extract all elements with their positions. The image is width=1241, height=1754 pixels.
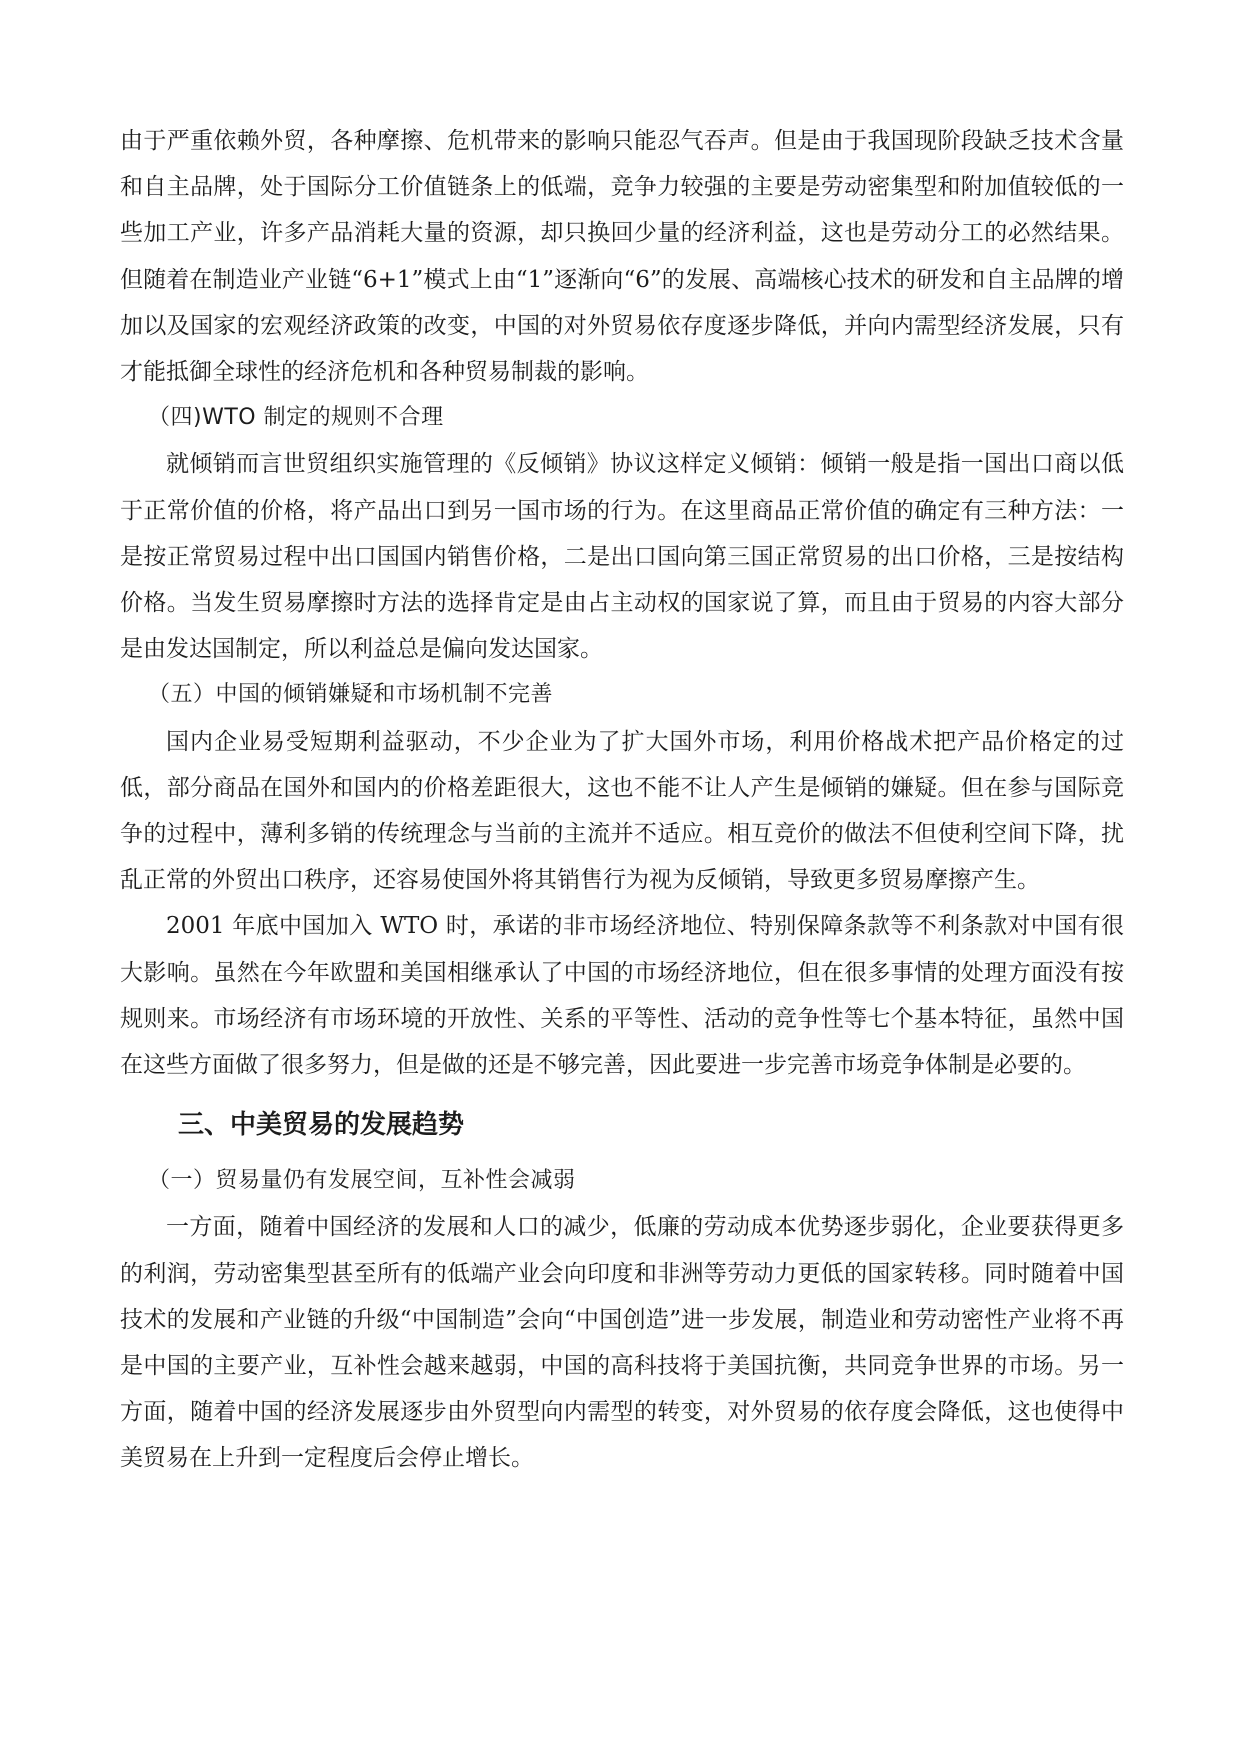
body-paragraph: 由于严重依赖外贸，各种摩擦、危机带来的影响只能忍气吞声。但是由于我国现阶段缺乏技术含量和自主品牌，处于国际分工价值链条上的低端，竞争力较强的主要是劳动密集型和附加值较低的一些加工产业，许多产品消耗大量的资源，却只换回少量的经济利益，这也是劳动分工的必然结果。但随着在制造业产业链“6+1”模式上由“1”逐渐向“6”的发展、高端核心技术的研发和自主品牌的增加以及国家的宏观经济政策的改变，中国的对外贸易依存度逐步降低，并向内需型经济发展，只有才能抵御全球性的经济危机和各种贸易制裁的影响。 <box>120 128 1124 386</box>
body-paragraph: 2001 年底中国加入 WTO 时，承诺的非市场经济地位、特别保障条款等不利条款对中国有很大影响。虽然在今年欧盟和美国相继承认了中国的市场经济地位，但在很多事情的处理方面没有按规则来。市场经济有市场环境的开放性、关系的平等性、活动的竞争性等七个基本特征，虽然中国在这些方面做了很多努力，但是做的还是不够完善，因此要进一步完善市场竞争体制是必要的。 <box>120 913 1124 1079</box>
subsection-heading: （一）贸易量仍有发展空间，互补性会减弱 <box>148 1168 576 1194</box>
subsection-heading: （五）中国的倾销嫌疑和市场机制不完善 <box>148 682 554 708</box>
subsection-heading: （四)WTO 制定的规则不合理 <box>148 405 444 431</box>
body-paragraph: 就倾销而言世贸组织实施管理的《反倾销》协议这样定义倾销：倾销一般是指一国出口商以低于正常价值的价格，将产品出口到另一国市场的行为。在这里商品正常价值的确定有三种方法：一是按正常贸易过程中出口国国内销售价格，二是出口国向第三国正常贸易的出口价格，三是按结构价格。当发生贸易摩擦时方法的选择肯定是由占主动权的国家说了算，而且由于贸易的内容大部分是由发达国制定，所以利益总是偏向发达国家。 <box>120 451 1124 663</box>
body-paragraph: 一方面，随着中国经济的发展和人口的减少，低廉的劳动成本优势逐步弱化，企业要获得更多的利润，劳动密集型甚至所有的低端产业会向印度和非洲等劳动力更低的国家转移。同时随着中国技术的发展和产业链的升级“中国制造”会向“中国创造”进一步发展，制造业和劳动密性产业将不再是中国的主要产业，互补性会越来越弱，中国的高科技将于美国抗衡，共同竞争世界的市场。另一方面，随着中国的经济发展逐步由外贸型向内需型的转变，对外贸易的依存度会降低，这也使得中美贸易在上升到一定程度后会停止增长。 <box>120 1214 1124 1472</box>
document-body <box>120 118 1124 1482</box>
section-heading: 三、中美贸易的发展趋势 <box>178 1110 465 1141</box>
body-paragraph: 国内企业易受短期利益驱动，不少企业为了扩大国外市场，利用价格战术把产品价格定的过低，部分商品在国外和国内的价格差距很大，这也不能不让人产生是倾销的嫌疑。但在参与国际竞争的过程中，薄利多销的传统理念与当前的主流并不适应。相互竞价的做法不但使利空间下降，扰乱正常的外贸出口秩序，还容易使国外将其销售行为视为反倾销，导致更多贸易摩擦产生。 <box>120 728 1124 894</box>
